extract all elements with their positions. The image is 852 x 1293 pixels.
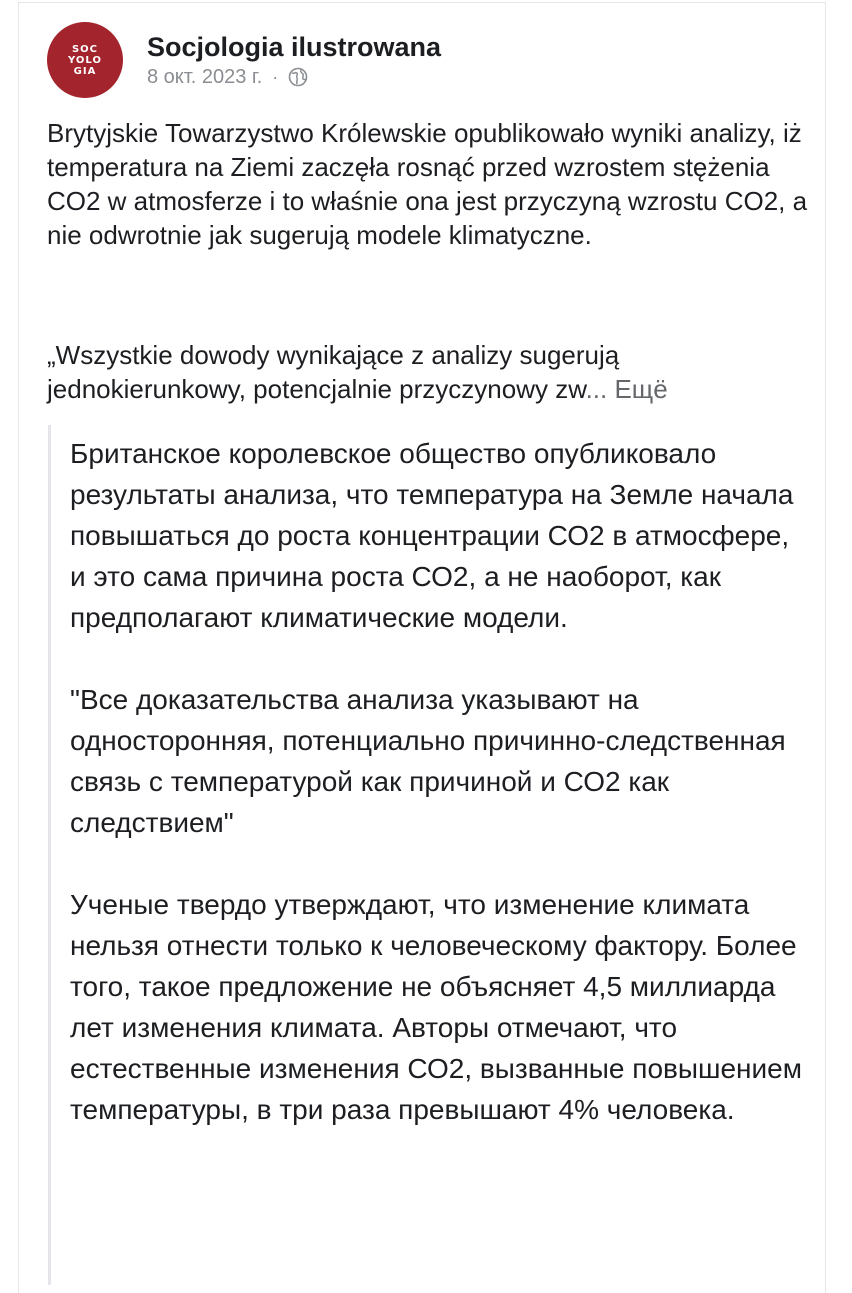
page-name[interactable]: Socjologia ilustrowana xyxy=(147,32,442,62)
post-header xyxy=(47,22,441,98)
translation-block xyxy=(48,425,821,1285)
post-date[interactable]: 8 окт. 2023 г. xyxy=(147,66,263,88)
avatar-line: YOLO xyxy=(68,54,102,66)
meta-separator: · xyxy=(272,67,279,87)
avatar[interactable] xyxy=(47,22,123,98)
post-meta-row xyxy=(147,65,441,89)
post-meta xyxy=(147,31,441,89)
ellipsis: ... xyxy=(585,374,608,404)
post-paragraph-2 xyxy=(47,338,817,406)
translation-text xyxy=(70,433,810,1130)
translation-paragraph-1: Британское королевское общество опубликовало результаты анализа, что температура на Земле начала повышаться до роста концентрации СО2 в атмосфере, и это сама причина роста СО2, а не наоборот, как предполагают климатические модели. xyxy=(70,438,794,633)
avatar-line: GIA xyxy=(73,65,97,77)
avatar-line: SOC xyxy=(71,43,99,55)
translation-paragraph-2: "Все доказательства анализа указывают на односторонняя, потенциально причинно-следственная связь с температурой как причиной и СО2 как следствием" xyxy=(70,684,786,838)
post-paragraph-2-text: „Wszystkie dowody wynikające z analizy sugerują jednokierunkowy, potencjalnie przyczynowy zw xyxy=(47,340,620,404)
globe-icon xyxy=(288,67,308,87)
post-paragraph-1: Brytyjskie Towarzystwo Królewskie opublikowało wyniki analizy, iż temperatura na Ziemi zaczęła rosnąć przed wzrostem stężenia CO2 w atmosferze i to właśnie ona jest przyczyną wzrostu CO2, a nie odwrotnie jak sugerują modele klimatyczne. xyxy=(47,118,808,250)
see-more-link[interactable]: Ещё xyxy=(614,374,668,404)
translation-paragraph-3: Ученые твердо утверждают, что изменение климата нельзя отнести только к человеческому фактору. Более того, такое предложение не объясняет 4,5 миллиарда лет изменения климата. Авторы отмечают, что естественные изменения СО2, вызванные повышением температуры, в три раза превышают 4% человека. xyxy=(70,889,802,1125)
